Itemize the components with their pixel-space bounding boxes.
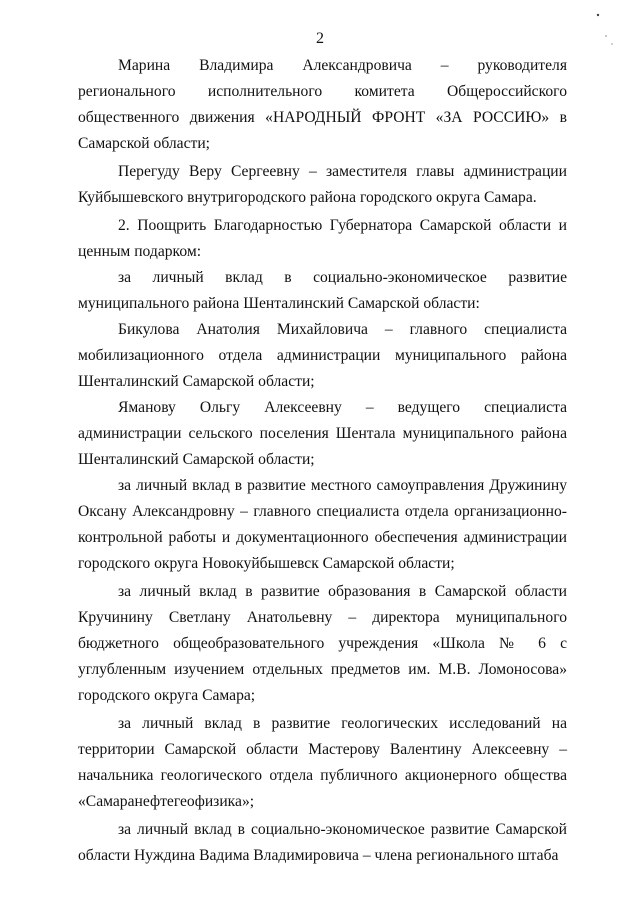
paragraph-nuzhdin: за личный вклад в социально-экономическое развитие Самарской области Нуждина Вадима Владимировича – члена регионального штаба xyxy=(78,821,567,864)
paragraph-druzhinina: за личный вклад в развитие местного самоуправления Дружинину Оксану Александровну – главного специалиста отдела организационно-контрольной работы и документационного обеспечения администрации городского округа Новокуйбышевск Самарской области; xyxy=(78,477,567,572)
paragraph-yamanova: Яманову Ольгу Алексеевну – ведущего специалиста администрации сельского поселения Шентала муниципального района Шенталинский Самарской области; xyxy=(78,399,567,468)
paragraph-masterova: за личный вклад в развитие геологических исследований на территории Самарской области Мастерову Валентину Алексеевну – начальника геологического отдела публичного акционерного общества «Самаранефтегеофизика»; xyxy=(78,715,567,810)
paragraph-section-2: 2. Поощрить Благодарностью Губернатора Самарской области и ценным подарком: xyxy=(78,217,567,260)
paragraph-pereguda: Перегуду Веру Сергеевну – заместителя главы администрации Куйбышевского внутригородского района городского округа Самара. xyxy=(78,163,567,206)
paragraph-marin: Марина Владимира Александровича – руководителя регионального исполнительного комитета Общероссийского общественного движения «НАРОДНЫЙ ФРОНТ «ЗА РОССИЮ» в Самарской области; xyxy=(78,57,567,152)
page-number: 2 xyxy=(316,30,324,47)
paragraph-kruchinina: за личный вклад в развитие образования в Самарской области Кручинину Светлану Анатольевну – директора муниципального бюджетного общеобразовательного учреждения «Школа № 6 с углубленным изучением отдельных предметов им. М.В. Ломоносова» городского округа Самара; xyxy=(78,583,567,704)
paragraph-reason-shentalinsky: за личный вклад в социально-экономическое развитие муниципального района Шенталинский Самарской области: xyxy=(78,269,567,312)
paragraph-bikulov: Бикулова Анатолия Михайловича – главного специалиста мобилизационного отдела администрации муниципального района Шенталинский Самарской области; xyxy=(78,321,567,390)
document-body xyxy=(78,53,567,869)
